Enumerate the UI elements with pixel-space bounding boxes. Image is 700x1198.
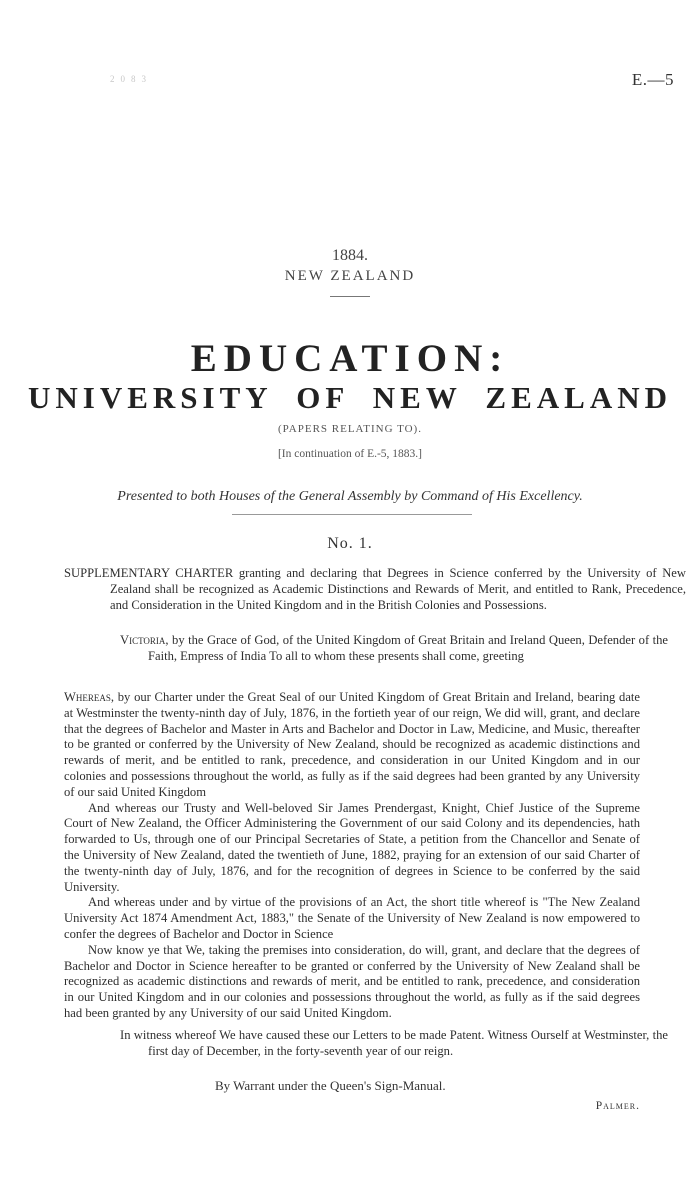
page-reference: E.—5 [631,70,674,89]
witness-clause: In witness whereof We have caused these our Letters to be made Patent. Witness Ourself at Westminster, the first day of December, in the forty-seventh year of our reign. [120,1028,668,1058]
paragraph-4: Now know ye that We, taking the premises into consideration, do will, grant, and declare that the degrees of Bachelor and Doctor in Science hereafter to be granted or conferred by the University of New Zealand shall be recognized as academic distinctions and rewards of merit, and be entitled to rank, precedence, and consideration in our United Kingdom and in our colonies and possessions throughout the world, as fully as if the said degrees had been granted by any University of our said United Kingdom. [64,942,640,1020]
whereas-lead: Whereas, [64,690,115,704]
faint-marks: 2083 [110,74,152,84]
charter-heading: SUPPLEMENTARY CHARTER granting and declaring that Degrees in Science conferred by the University of New Zealand shall be recognized as Academic Distinctions and Rewards of Merit, and entitled to Rank, Precedence, and Consideration in the United Kingdom and in the British Colonies and Possessions. [64,566,686,612]
paragraph-3: And whereas under and by virtue of the provisions of an Act, the short title whereof is "The New Zealand University Act 1874 Amendment Act, 1883," the Senate of the University of New Zealand is now empowered to confer the degrees of Bachelor and Doctor in Science [64,895,640,941]
divider-rule [232,514,472,515]
subtitle-word: NEW [372,380,462,415]
victoria-preamble [120,633,668,665]
signature: Palmer. [595,1100,640,1112]
year: 1884. [332,247,368,264]
warrant-line: By Warrant under the Queen's Sign-Manual. [215,1078,446,1093]
subtitle [28,380,672,416]
country: NEW ZEALAND [284,268,416,284]
victoria-text: by the Grace of God, of the United Kingdom of Great Britain and Ireland Queen, Defender of the Faith, Empress of India To all to whom these presents shall come, greeting [148,633,668,663]
papers-relating: (PAPERS RELATING TO). [278,423,422,435]
subtitle-word: UNIVERSITY [28,380,273,415]
subtitle-word: OF [296,380,350,415]
victoria-lead: Victoria, [120,633,169,647]
presented-line: Presented to both Houses of the General Assembly by Command of His Excellency. [117,489,583,504]
whereas-paragraph [64,690,640,801]
paragraph-2: And whereas our Trusty and Well-beloved Sir James Prendergast, Knight, Chief Justice of the Supreme Court of New Zealand, the Officer Administering the Government of our said Colony and its dependencies, hath forwarded to Us, through one of our Principal Secretaries of State, a petition from the Chancellor and Senate of the University of New Zealand, dated the twentieth of June, 1882, praying for an extension of our said Charter of the twenty-ninth day of July, 1876, and for the recognition of degrees in Science to be conferred by the said University. [64,800,640,894]
whereas-text: by our Charter under the Great Seal of our United Kingdom of Great Britain and Ireland, bearing date at Westminster the twenty-ninth day of July, 1876, in the fortieth year of our reign, We did will, grant, and declare that the degrees of Bachelor and Master in Arts and Bachelor and Doctor in Law, Medicine, and Music, thereafter to be granted or conferred by the University of New Zealand, should be recognized as academic distinctions and rewards of merit, and be entitled to rank, precedence, and consideration in our United Kingdom and in our colonies and possessions throughout the world, as fully as if the said degrees had been granted by any University of our said United Kingdom [64,690,640,799]
continuation-note: [In continuation of E.-5, 1883.] [277,448,423,460]
document-number: No. 1. [327,535,373,552]
charter-body [64,690,640,1022]
main-title: EDUCATION: [190,337,510,380]
subtitle-word: ZEALAND [485,380,672,415]
divider-rule [330,296,370,297]
